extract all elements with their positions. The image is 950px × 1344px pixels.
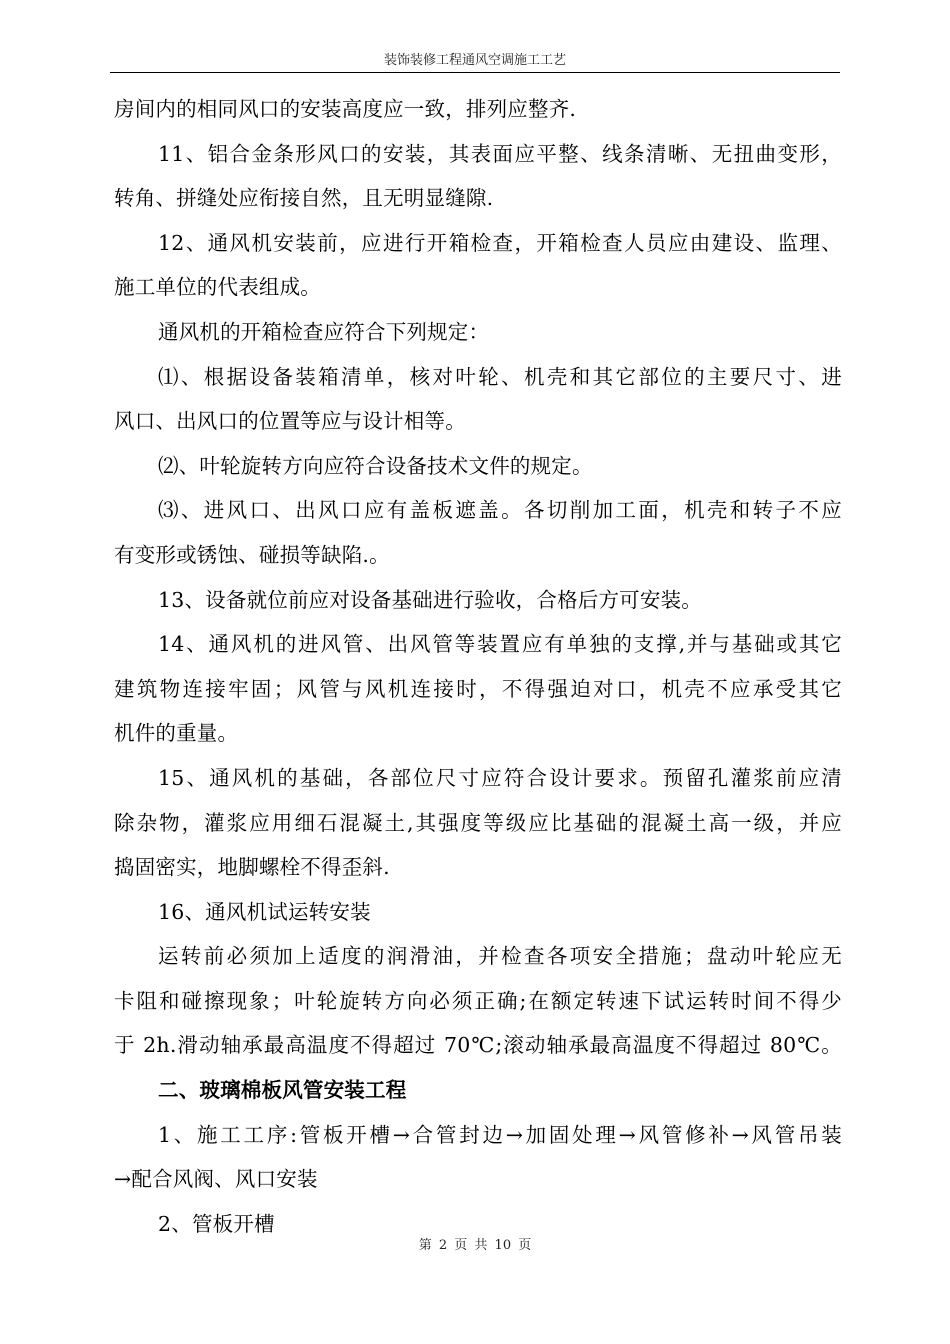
- paragraph-line: 14、通风机的进风管、出风管等装置应有单独的支撑,并与基础或其它: [158, 632, 842, 657]
- list-item-line: 有变形或锈蚀、碰损等缺陷.。: [114, 542, 390, 567]
- paragraph-line: 13、设备就位前应对设备基础进行验收，合格后方可安装。: [158, 587, 702, 612]
- paragraph-line: 运转前必须加上适度的润滑油，并检查各项安全措施；盘动叶轮应无: [158, 944, 842, 969]
- paragraph-line: 除杂物，灌浆应用细石混凝土,其强度等级应比基础的混凝土高一级，并应: [114, 810, 842, 835]
- header-divider: [110, 72, 840, 73]
- paragraph-line: 11、铝合金条形风口的安装，其表面应平整、线条清晰、无扭曲变形，: [158, 141, 842, 166]
- section-heading: 二、玻璃棉板风管安装工程: [158, 1078, 407, 1103]
- paragraph-line: 捣固密实，地脚螺栓不得歪斜.: [114, 855, 390, 880]
- list-item-line: ⑶、进风口、出风口应有盖板遮盖。各切削加工面，机壳和转子不应: [158, 498, 842, 523]
- paragraph-line: 通风机的开箱检查应符合下列规定：: [158, 319, 490, 344]
- paragraph-line: 转角、拼缝处应衔接自然，且无明显缝隙.: [114, 186, 494, 211]
- paragraph-line: 机件的重量。: [114, 721, 239, 746]
- paragraph-line: 房间内的相同风口的安装高度应一致，排列应整齐.: [114, 97, 577, 121]
- paragraph-line: 12、通风机安装前，应进行开箱检查，开箱检查人员应由建设、监理、: [158, 230, 842, 255]
- paragraph-line: 卡阻和碰擦现象；叶轮旋转方向必须正确;在额定转速下试运转时间不得少: [114, 988, 842, 1013]
- paragraph-line: 2、管板开槽: [158, 1211, 275, 1236]
- document-body: [114, 87, 842, 1246]
- paragraph-line: 施工单位的代表组成。: [114, 275, 321, 300]
- paragraph-line: 建筑物连接牢固；风管与风机连接时，不得强迫对口，机壳不应承受其它: [114, 676, 842, 701]
- page-footer: 第 2 页 共 10 页: [418, 1238, 532, 1253]
- paragraph-line: 15、通风机的基础，各部位尺寸应符合设计要求。预留孔灌浆前应清: [158, 765, 842, 790]
- list-item-line: ⑴、根据设备装箱清单，核对叶轮、机壳和其它部位的主要尺寸、进: [158, 364, 842, 389]
- list-item-line: 风口、出风口的位置等应与设计相等。: [114, 409, 466, 434]
- list-item-line: ⑵、叶轮旋转方向应符合设备技术文件的规定。: [158, 453, 593, 478]
- paragraph-line: 1、施工工序:管板开槽→合管封边→加固处理→风管修补→风管吊装: [158, 1122, 842, 1147]
- paragraph-line: →配合风阀、风口安装: [114, 1167, 318, 1192]
- page-header: 装饰装修工程通风空调施工工艺: [383, 53, 566, 68]
- paragraph-line: 于 2h.滑动轴承最高温度不得超过 70℃;滚动轴承最高温度不得超过 80℃。: [114, 1033, 842, 1058]
- paragraph-line: 16、通风机试运转安装: [158, 899, 371, 924]
